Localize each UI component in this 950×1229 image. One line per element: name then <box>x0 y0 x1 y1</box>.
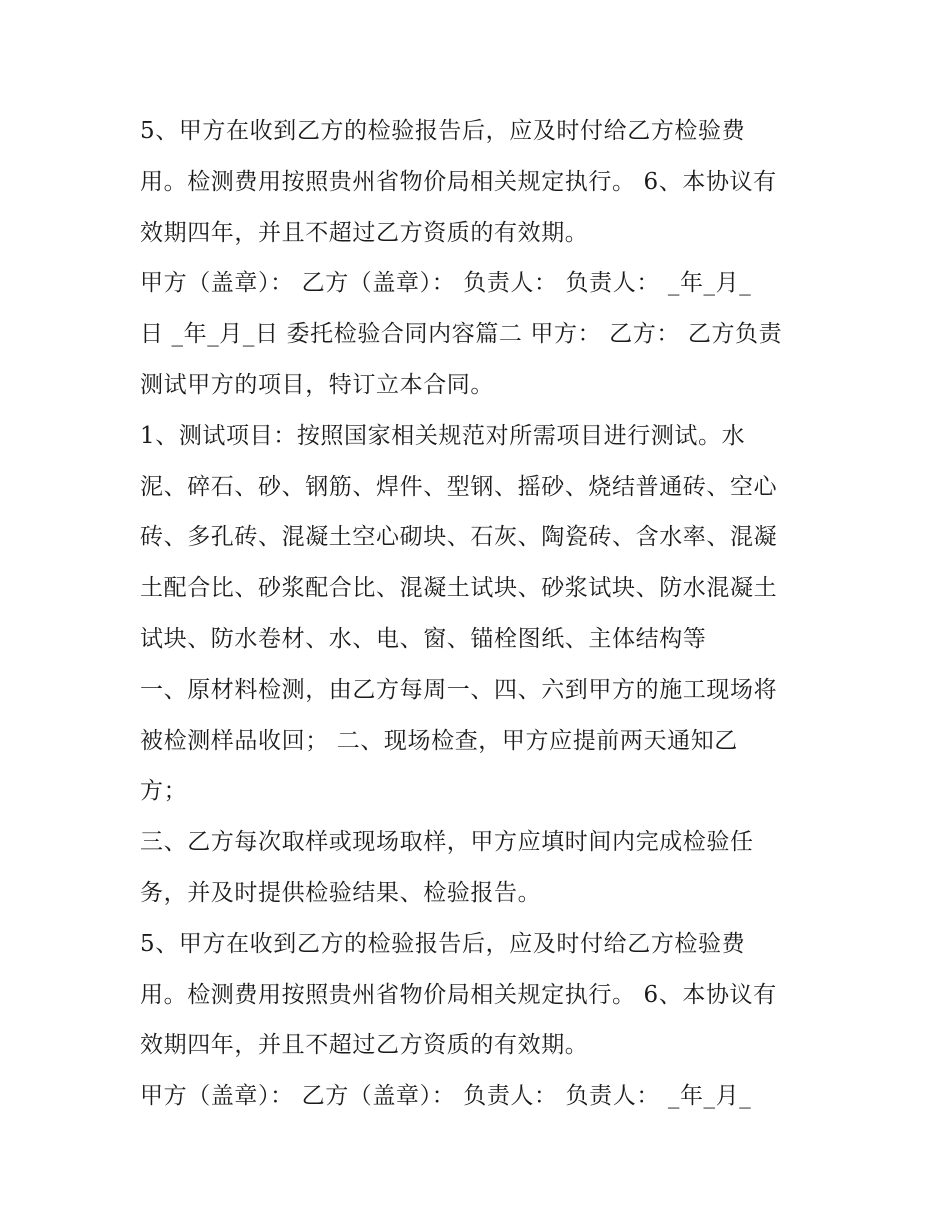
signature-block <box>140 258 830 410</box>
text-line: 效期四年，并且不超过乙方资质的有效期。 <box>140 1032 589 1059</box>
clause-5-payment-repeat <box>140 919 830 1071</box>
text-line: 土配合比、砂浆配合比、混凝土试块、砂浆试块、防水混凝土 <box>140 575 778 602</box>
text-line: 方； <box>140 778 188 805</box>
text-line: 被检测样品收回； 二、现场检查，甲方应提前两天通知乙 <box>140 727 738 754</box>
clause-5-payment <box>140 106 830 258</box>
text-line: 务，并及时提供检验结果、检验报告。 <box>140 879 542 906</box>
text-line: 用。检测费用按照贵州省物价局相关规定执行。 6、本协议有 <box>140 168 777 195</box>
text-line: 5、甲方在收到乙方的检验报告后，应及时付给乙方检验费 <box>140 118 746 144</box>
text-line: 甲方（盖章）： 乙方（盖章）： 负责人： 负责人： _年_月_ <box>140 1083 752 1110</box>
clause-sampling-inspection <box>140 665 830 817</box>
text-line: 日 _年_月_日 委托检验合同内容篇二 甲方： 乙方： 乙方负责 <box>140 321 783 348</box>
text-line: 一、原材料检测，由乙方每周一、四、六到甲方的施工现场将 <box>140 676 778 703</box>
signature-block-repeat <box>140 1071 830 1122</box>
text-line: 试块、防水卷材、水、电、窗、锚栓图纸、主体结构等 <box>140 625 707 652</box>
text-line: 用。检测费用按照贵州省物价局相关规定执行。 6、本协议有 <box>140 981 777 1008</box>
text-line: 三、乙方每次取样或现场取样，甲方应填时间内完成检验任 <box>140 829 754 856</box>
text-line: 1、测试项目：按照国家相关规范对所需项目进行测试。水 <box>140 422 746 449</box>
text-line: 5、甲方在收到乙方的检验报告后，应及时付给乙方检验费 <box>140 930 746 957</box>
document-body <box>140 106 830 1122</box>
text-line: 效期四年，并且不超过乙方资质的有效期。 <box>140 219 589 246</box>
text-line: 甲方（盖章）： 乙方（盖章）： 负责人： 负责人： _年_月_ <box>140 270 752 297</box>
clause-1-test-items <box>140 411 830 665</box>
text-line: 砖、多孔砖、混凝土空心砌块、石灰、陶瓷砖、含水率、混凝 <box>140 524 778 551</box>
text-line: 测试甲方的项目，特订立本合同。 <box>140 371 494 398</box>
text-line: 泥、碎石、砂、钢筋、焊件、型钢、摇砂、烧结普通砖、空心 <box>140 473 778 500</box>
clause-3-results <box>140 817 830 919</box>
